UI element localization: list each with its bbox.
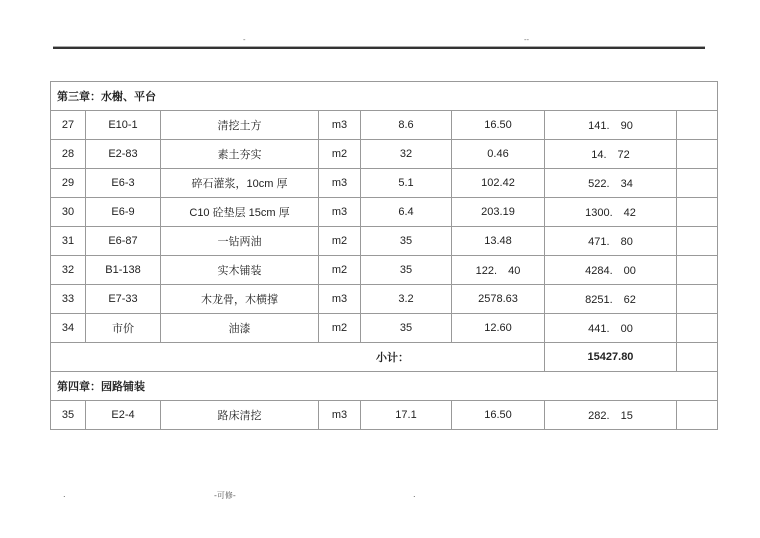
cell-total: 282. 15 — [545, 401, 677, 430]
cell-unit: m2 — [319, 140, 361, 169]
chapter-title: 第四章：园路铺装 — [51, 372, 718, 401]
cell-code: E10-1 — [86, 111, 161, 140]
cell-no: 29 — [51, 169, 86, 198]
cell-name: 实木铺装 — [161, 256, 319, 285]
cell-no: 34 — [51, 314, 86, 343]
table-row — [51, 314, 718, 343]
cell-total: 4284. 00 — [545, 256, 677, 285]
cell-total: 441. 00 — [545, 314, 677, 343]
cell-qty: 5.1 — [361, 169, 452, 198]
cell-price: 0.46 — [452, 140, 545, 169]
cell-unit: m3 — [319, 198, 361, 227]
cell-total: 8251. 62 — [545, 285, 677, 314]
cell-total: 1300. 42 — [545, 198, 677, 227]
cell-unit: m2 — [319, 256, 361, 285]
cell-note — [677, 140, 718, 169]
cell-code: 市价 — [86, 314, 161, 343]
cell-name: 一钻两油 — [161, 227, 319, 256]
table-row — [51, 140, 718, 169]
cell-total: 14. 72 — [545, 140, 677, 169]
cell-no: 30 — [51, 198, 86, 227]
cell-note — [677, 227, 718, 256]
cell-code: E7-33 — [86, 285, 161, 314]
header-mark-right: -- — [524, 36, 530, 44]
cell-note — [677, 256, 718, 285]
table-row — [51, 285, 718, 314]
cell-name: C10 砼垫层 15cm 厚 — [161, 198, 319, 227]
cell-price: 2578.63 — [452, 285, 545, 314]
cell-price: 16.50 — [452, 401, 545, 430]
cell-code: B1-138 — [86, 256, 161, 285]
cell-name: 素土夯实 — [161, 140, 319, 169]
table-row — [51, 169, 718, 198]
footer-right: . — [413, 490, 416, 499]
cell-unit: m3 — [319, 401, 361, 430]
cell-note — [677, 285, 718, 314]
subtotal-row — [51, 343, 718, 372]
cell-note — [677, 111, 718, 140]
cell-note — [677, 314, 718, 343]
cell-total: 141. 90 — [545, 111, 677, 140]
cell-no: 32 — [51, 256, 86, 285]
cell-qty: 35 — [361, 314, 452, 343]
cell-qty: 35 — [361, 256, 452, 285]
table-row — [51, 198, 718, 227]
cell-no: 33 — [51, 285, 86, 314]
cell-price: 16.50 — [452, 111, 545, 140]
chapter-row — [51, 82, 718, 111]
cell-name: 碎石灌浆，10cm 厚 — [161, 169, 319, 198]
chapter-title: 第三章：水榭、平台 — [51, 82, 718, 111]
table-row — [51, 401, 718, 430]
table-row — [51, 111, 718, 140]
cell-no: 27 — [51, 111, 86, 140]
cell-name: 路床清挖 — [161, 401, 319, 430]
cell-qty: 17.1 — [361, 401, 452, 430]
cell-note — [677, 198, 718, 227]
cell-note — [677, 401, 718, 430]
cell-unit: m3 — [319, 169, 361, 198]
cell-unit: m3 — [319, 285, 361, 314]
cell-code: E6-9 — [86, 198, 161, 227]
cell-code: E6-3 — [86, 169, 161, 198]
cell-note — [677, 169, 718, 198]
cell-unit: m2 — [319, 227, 361, 256]
table-row — [51, 256, 718, 285]
cell-price: 102.42 — [452, 169, 545, 198]
header-mark-left: - — [243, 36, 246, 44]
cell-no: 31 — [51, 227, 86, 256]
cell-no: 35 — [51, 401, 86, 430]
cell-total: 471. 80 — [545, 227, 677, 256]
cell-price: 12.60 — [452, 314, 545, 343]
cell-code: E2-4 — [86, 401, 161, 430]
footer-left: . — [63, 490, 66, 499]
cell-no: 28 — [51, 140, 86, 169]
cell-price: 122. 40 — [452, 256, 545, 285]
chapter-row — [51, 372, 718, 401]
cell-qty: 6.4 — [361, 198, 452, 227]
subtotal-value: 15427.80 — [545, 343, 677, 372]
cell-name: 油漆 — [161, 314, 319, 343]
cell-unit: m2 — [319, 314, 361, 343]
cost-table — [50, 81, 718, 430]
cell-price: 13.48 — [452, 227, 545, 256]
subtotal-label: 小计： — [51, 343, 545, 372]
cell-qty: 3.2 — [361, 285, 452, 314]
table-row — [51, 227, 718, 256]
footer-center: -可修- — [214, 491, 236, 500]
cell-qty: 35 — [361, 227, 452, 256]
cell-qty: 8.6 — [361, 111, 452, 140]
cell-name: 木龙骨，木横撑 — [161, 285, 319, 314]
cell-note — [677, 343, 718, 372]
cell-total: 522. 34 — [545, 169, 677, 198]
cell-code: E2-83 — [86, 140, 161, 169]
cell-price: 203.19 — [452, 198, 545, 227]
cell-qty: 32 — [361, 140, 452, 169]
header-rule — [53, 46, 705, 49]
cell-unit: m3 — [319, 111, 361, 140]
cell-name: 清挖土方 — [161, 111, 319, 140]
cell-code: E6-87 — [86, 227, 161, 256]
